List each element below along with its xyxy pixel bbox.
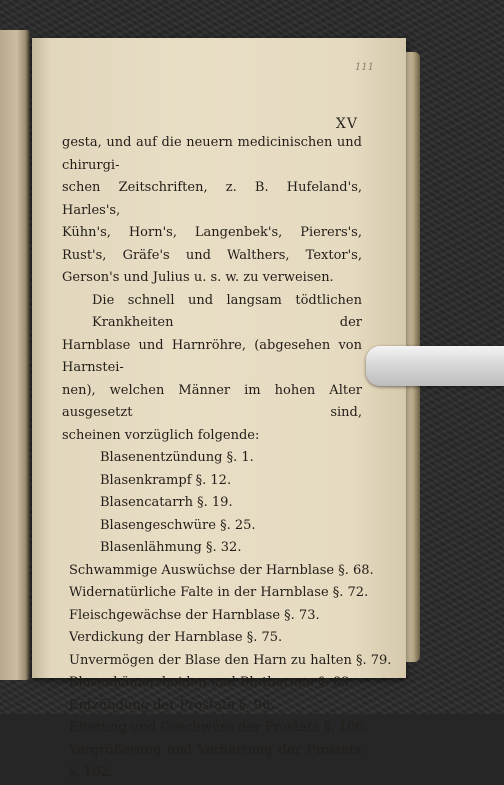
text-line: Gerson's und Julius u. s. w. zu verweisen. — [62, 270, 334, 285]
list-item: Blasenkrampf §. 12. — [100, 472, 232, 488]
list-item: Eiterung und Geschwüre der Prostata §. 100. — [69, 720, 368, 735]
text-line: Die schnell und langsam tödtlichen Krankheiten der — [92, 292, 362, 330]
text-line: nen), welchen Männer im hohen Alter ausgesetzt sind, — [62, 382, 362, 420]
list-item: Widernatürliche Falte in der Harnblase §. 72. — [69, 585, 369, 600]
list-item: Verdickung der Harnblase §. 75. — [69, 630, 283, 645]
text-line: schen Zeitschriften, z. B. Hufeland's, Harles's, — [62, 180, 362, 218]
pencil-annotation: 111 — [354, 62, 374, 73]
text-line: Rust's, Gräfe's und Walthers, Textor's, — [62, 247, 362, 263]
page-text — [62, 132, 392, 785]
list-item: Entzündung der Prostata §. 96. — [69, 697, 275, 713]
list-item: Blasengeschwüre §. 25. — [100, 517, 256, 533]
list-item: Schwammige Auswüchse der Harnblase §. 68. — [69, 562, 374, 578]
list-item: Blasenhämorrhoiden und Blutharnen §. 83. — [69, 675, 354, 690]
text-line: scheinen vorzüglich folgende: — [62, 427, 260, 443]
list-item: Vergrößerung und Verhärtung der Prostata — [69, 742, 362, 758]
text-line: Kühn's, Horn's, Langenbek's, Pierers's, — [62, 225, 362, 240]
book-page — [32, 38, 406, 780]
text-line: Harnblase und Harnröhre, (abgesehen von Harnstei- — [62, 337, 362, 375]
page-number: XV — [335, 116, 358, 132]
list-item: Blasencatarrh §. 19. — [100, 495, 233, 510]
list-item: Blasenentzündung §. 1. — [100, 450, 254, 465]
left-page-edge — [0, 30, 30, 680]
list-item: Unvermögen der Blase den Harn zu halten §. 79. — [69, 652, 392, 668]
list-item: Blasenlähmung §. 32. — [100, 540, 242, 555]
list-item: Fleischgewächse der Harnblase §. 73. — [69, 607, 320, 623]
text-line: gesta, und auf die neuern medicinischen und chirurgi- — [62, 135, 362, 173]
list-item-continuation: §. 102. — [69, 765, 113, 780]
page-clip — [366, 346, 504, 386]
